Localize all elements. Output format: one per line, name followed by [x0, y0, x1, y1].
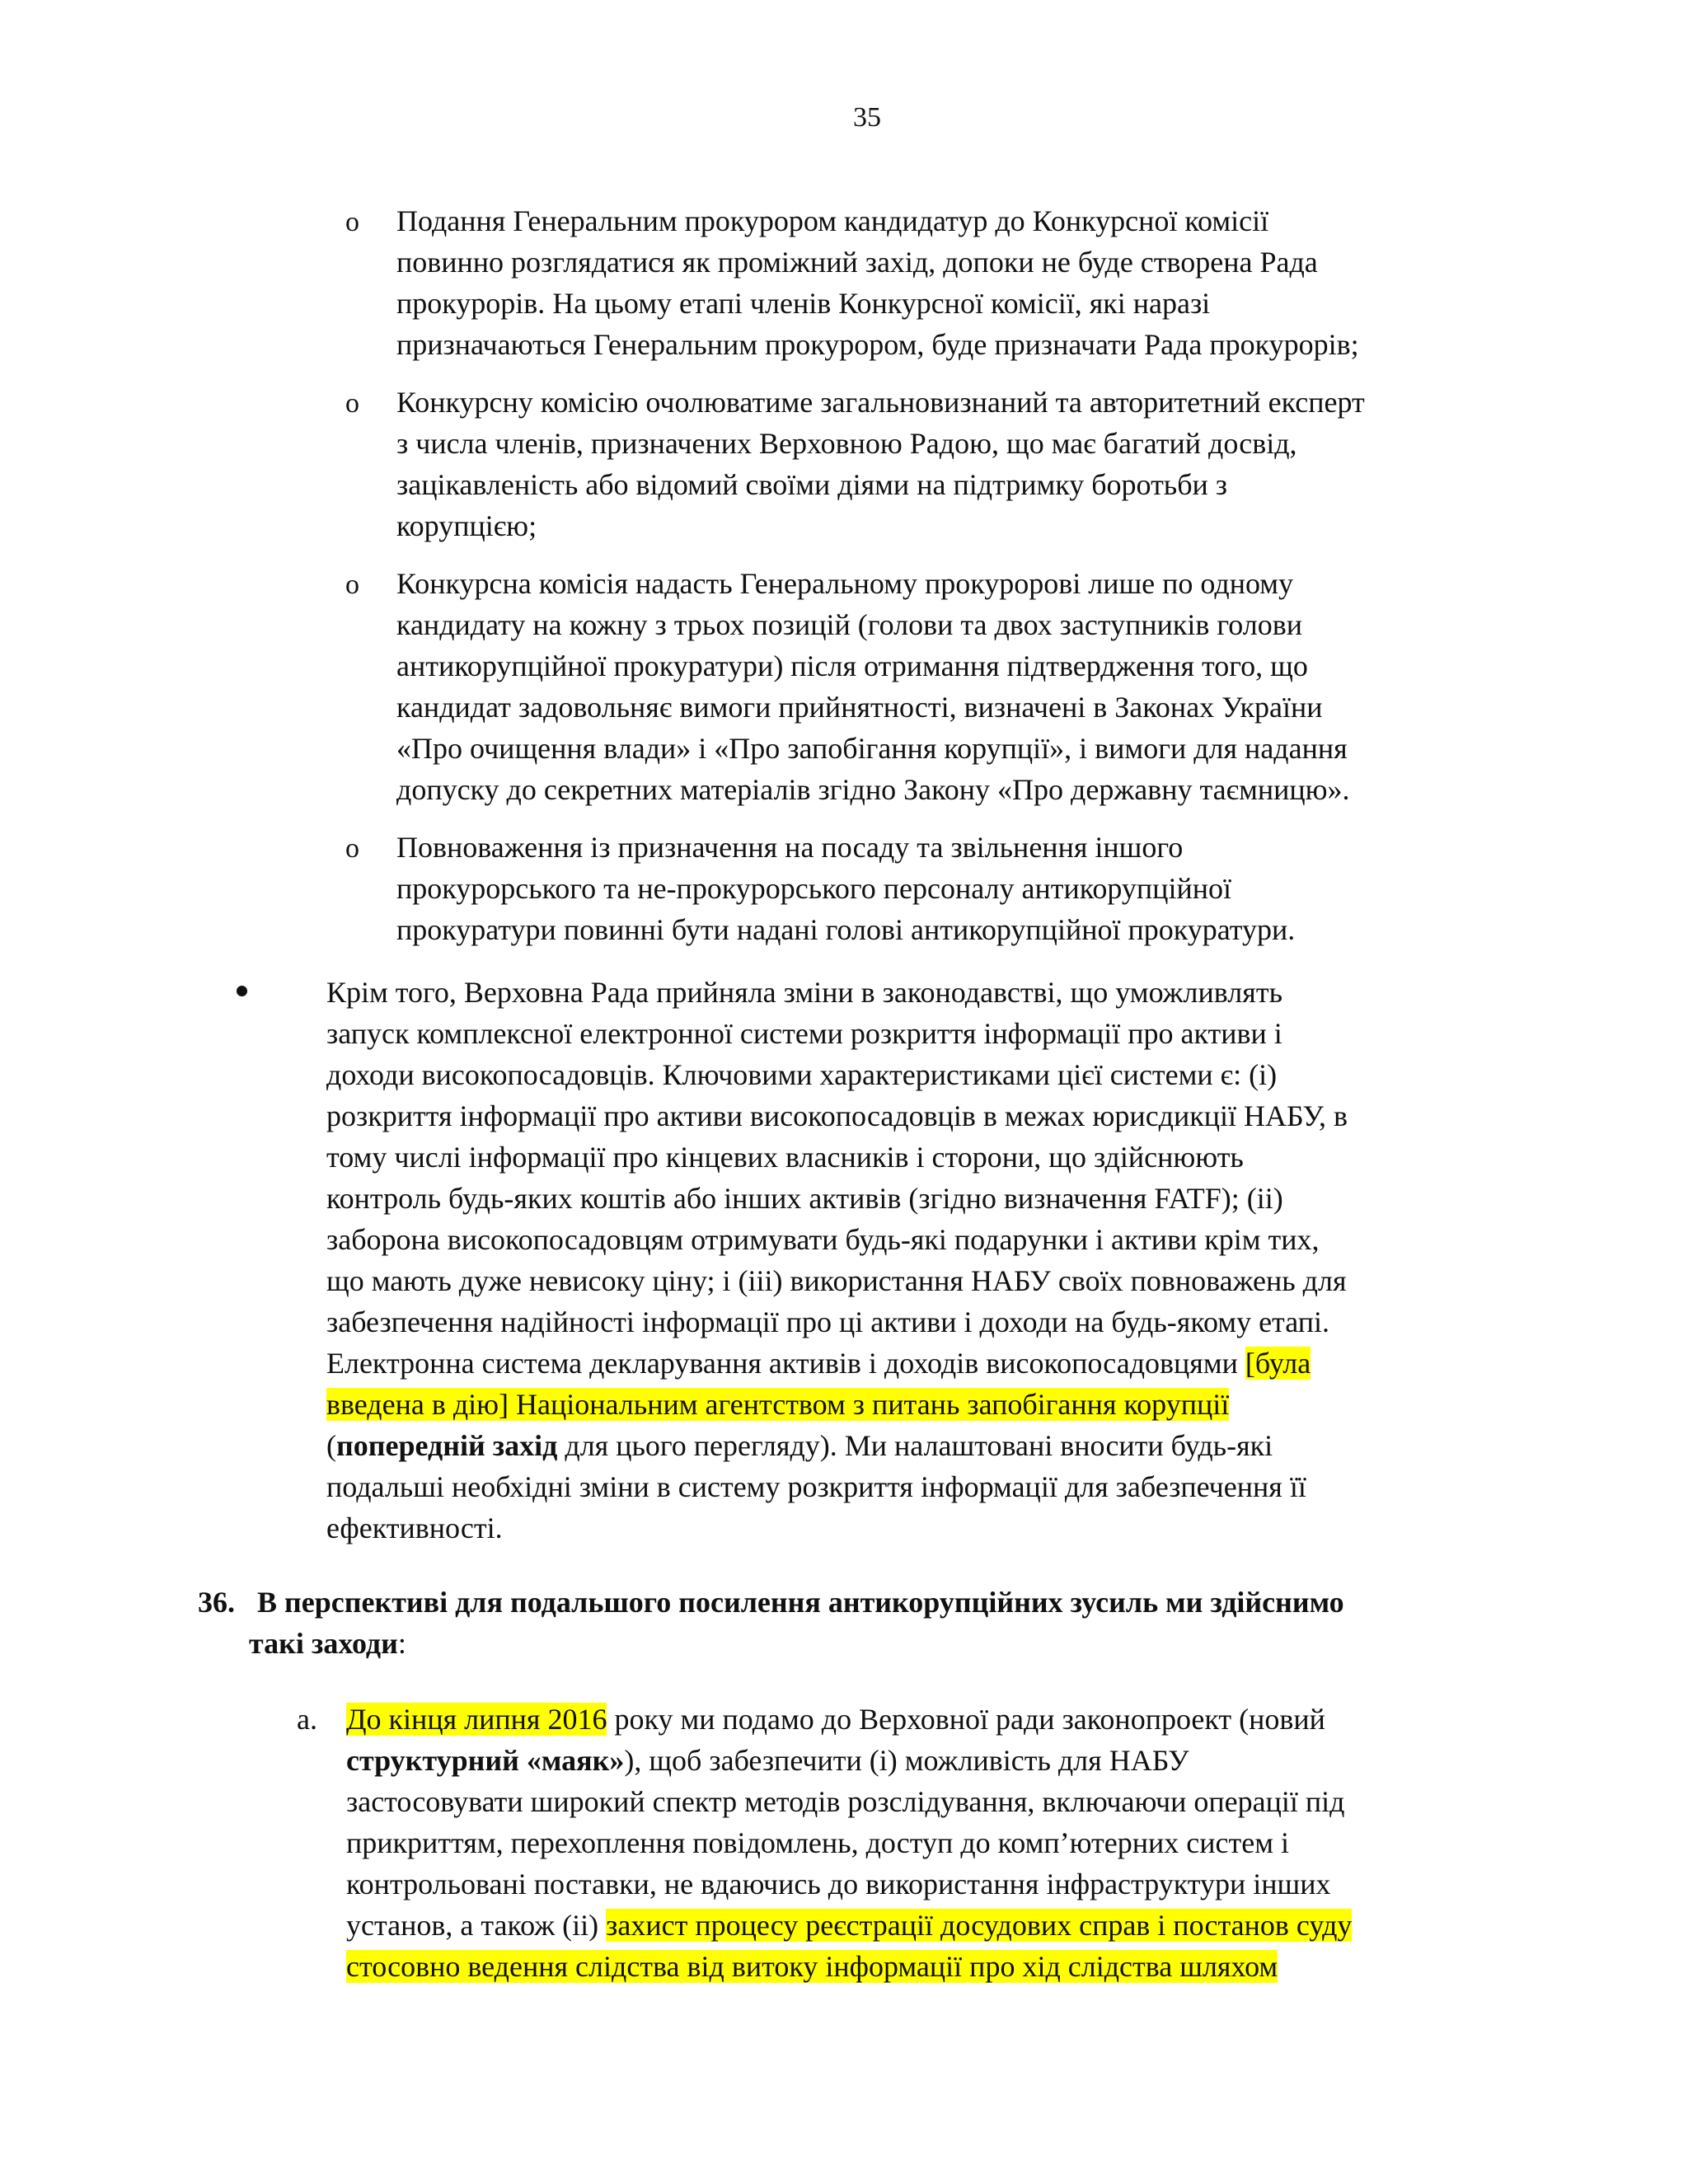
section-heading: В перспективі для подальшого посилення антикорупційних зусиль ми здійснимо — [257, 1586, 1344, 1619]
sub-item-line: прокуратури повинні бути надані голові антикорупційної прокуратури. — [396, 913, 1296, 946]
highlighted-text: До кінця липня 2016 — [346, 1703, 607, 1736]
bullet-icon — [237, 986, 247, 996]
sub-item-line: Конкурсна комісія надасть Генеральному прокуророві лише по одному — [396, 567, 1294, 600]
bullet-line: забезпечення надійності інформації про ці активи і доходи на будь-якому етапі. — [326, 1305, 1330, 1338]
sub-item-line: прокурорського та не-прокурорського персоналу антикорупційної — [396, 872, 1231, 905]
sub-item-line: антикорупційної прокуратури) після отримання підтвердження того, що — [396, 649, 1308, 682]
section-heading-colon: : — [397, 1627, 406, 1660]
bullet-line: запуск комплексної електронної системи розкриття інформації про активи і — [326, 1017, 1282, 1050]
section-number: 36. — [198, 1586, 235, 1619]
item-line: застосовувати широкий спектр методів розслідування, включаючи операції під — [346, 1785, 1345, 1818]
item-line — [346, 1741, 1189, 1780]
bold-text: структурний «маяк» — [346, 1744, 625, 1777]
sub-item-line: з числа членів, призначених Верховною Радою, що має багатий досвід, — [396, 427, 1297, 460]
sub-item-line: допуску до секретних матеріалів згідно Закону «Про державну таємницю». — [396, 773, 1350, 806]
sub-item-line: прокурорів. На цьому етапі членів Конкурсної комісії, які наразі — [396, 287, 1211, 320]
sub-item-line: корупцією; — [396, 509, 537, 542]
item-marker: a. — [297, 1703, 317, 1736]
sub-item-line: кандидат задовольняє вимоги прийнятності, визначені в Законах України — [396, 691, 1323, 724]
item-line-text: ), щоб забезпечити (i) можливість для НАБУ — [624, 1744, 1189, 1777]
sub-item-marker: o — [345, 388, 359, 419]
bullet-line — [326, 1343, 1311, 1383]
sub-item-line: Подання Генеральним прокурором кандидатур до Конкурсної комісії — [396, 204, 1269, 237]
bullet-line — [326, 1385, 1229, 1424]
highlighted-text: захист процесу реєстрації досудових справ і постанов суду — [606, 1909, 1353, 1942]
section-heading-bold: такі заходи — [249, 1627, 398, 1660]
item-line: прикриттям, перехоплення повідомлень, доступ до комп’ютерних систем і — [346, 1826, 1290, 1859]
item-line: контрольовані поставки, не вдаючись до використання інфраструктури інших — [346, 1868, 1331, 1900]
highlighted-text: стосовно ведення слідства від витоку інформації про хід слідства шляхом — [346, 1950, 1278, 1983]
bullet-line: що мають дуже невисоку ціну; і (iii) використання НАБУ своїх повноважень для — [326, 1264, 1347, 1297]
section-heading — [249, 1624, 406, 1663]
page-number: 35 — [853, 102, 881, 133]
sub-item-line: Конкурсну комісію очолюватиме загальновизнаний та авторитетний експерт — [396, 386, 1365, 419]
bullet-line: ефективності. — [326, 1511, 503, 1544]
sub-item-marker: o — [345, 569, 359, 600]
highlighted-text: [була — [1245, 1347, 1311, 1380]
item-line — [346, 1699, 1325, 1739]
bullet-line: Крім того, Верховна Рада прийняла зміни в законодавстві, що уможливлять — [326, 976, 1282, 1009]
sub-item-line: «Про очищення влади» і «Про запобігання корупції», і вимоги для надання — [396, 732, 1348, 765]
bullet-line: доходи високопосадовців. Ключовими характеристиками цієї системи є: (i) — [326, 1058, 1278, 1091]
item-line-text: року ми подамо до Верховної ради законопроект (новий — [607, 1703, 1325, 1736]
highlighted-text: введена в дію] Національним агентством з питань запобігання корупції — [326, 1388, 1230, 1421]
bullet-line-text: Електронна система декларування активів і доходів високопосадовцями — [326, 1347, 1245, 1380]
sub-item-line: призначаються Генеральним прокурором, буде призначати Рада прокурорів; — [396, 328, 1359, 361]
sub-item-line: кандидату на кожну з трьох позицій (голови та двох заступників голови — [396, 608, 1303, 641]
sub-item-marker: o — [345, 207, 359, 237]
bullet-line — [326, 1426, 1273, 1465]
bullet-line-text: ( — [326, 1429, 336, 1462]
sub-item-line: повинно розглядатися як проміжний захід, допоки не буде створена Рада — [396, 246, 1318, 279]
sub-item-marker: o — [345, 833, 359, 864]
bullet-line: розкриття інформації про активи високопосадовців в межах юрисдикції НАБУ, в — [326, 1099, 1348, 1132]
item-line — [346, 1905, 1352, 1945]
bullet-line: подальші необхідні зміни в систему розкриття інформації для забезпечення її — [326, 1470, 1306, 1503]
bullet-line: контроль будь-яких коштів або інших активів (згідно визначення FATF); (ii) — [326, 1182, 1283, 1215]
bullet-line: заборона високопосадовцям отримувати будь-які подарунки і активи крім тих, — [326, 1223, 1320, 1256]
item-line — [346, 1947, 1278, 1986]
item-line-text: установ, а також (ii) — [346, 1909, 607, 1942]
bold-text: попередній захід — [336, 1429, 558, 1462]
bullet-line-text: для цього перегляду). Ми налаштовані вносити будь-які — [557, 1429, 1273, 1462]
sub-item-line: Повноваження із призначення на посаду та звільнення іншого — [396, 831, 1184, 864]
sub-item-line: зацікавленість або відомий своїми діями на підтримку боротьби з — [396, 468, 1228, 501]
bullet-line: тому числі інформації про кінцевих власників і сторони, що здійснюють — [326, 1141, 1244, 1174]
